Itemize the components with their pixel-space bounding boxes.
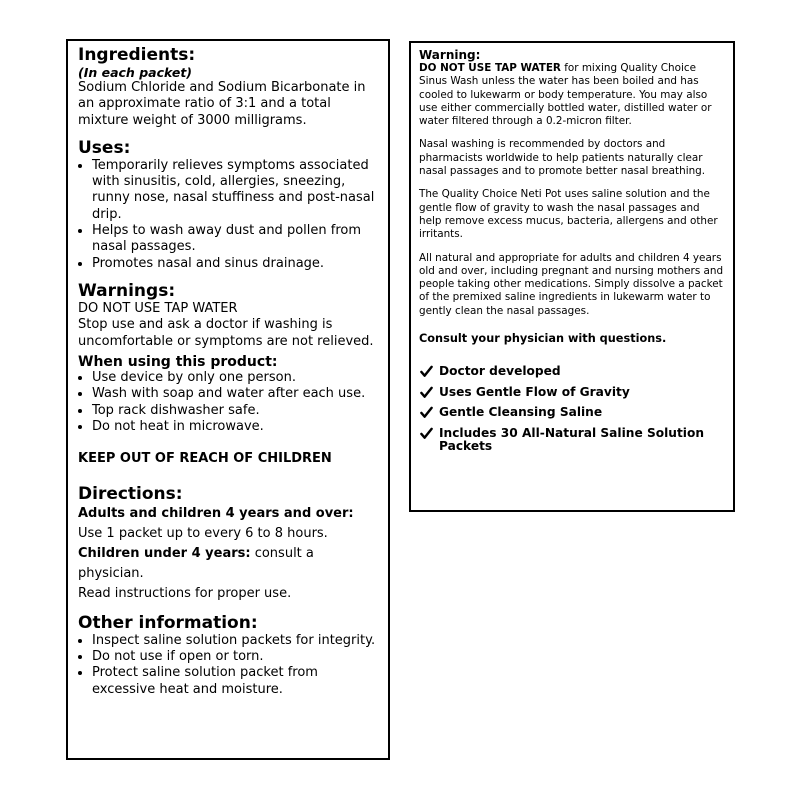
list-item: • Wash with soap and water after each use. [92,386,378,402]
check-item-label: Doctor developed [439,364,561,379]
uses-heading: Uses: [78,137,131,158]
directions-adults-text: Use 1 packet up to every 6 to 8 hours. [78,525,328,541]
list-item: • Helps to wash away dust and pollen from nasal passages. [92,223,378,256]
list-item: • Do not use if open or torn. [92,649,378,665]
directions-heading: Directions: [78,483,183,504]
ingredients-subheading: (In each packet) [78,65,193,80]
list-item: • Do not heat in microwave. [92,419,378,435]
warnings-text: Stop use and ask a doctor if washing is uncomfortable or symptoms are not relieved. [78,317,374,349]
list-item: • Use device by only one person. [92,370,378,386]
when-using-list [78,370,378,435]
other-information-list [78,633,378,698]
directions-read-text: Read instructions for proper use. [78,585,292,601]
list-item: • Temporarily relieves symptoms associated with sinusitis, cold, allergies, sneezing, runny nose, nasal stuffiness and post-nasal drip. [92,158,378,223]
directions-children-label: Children under 4 years: [78,545,251,561]
list-item: • Promotes nasal and sinus drainage. [92,256,378,272]
all-natural-paragraph: All natural and appropriate for adults and children 4 years old and over, including pregnant and nursing mothers and people taking other medications. Simply dissolve a packet of the premixed saline ingredients in lukewarm water to gently clean the nasal passages. [419,251,724,317]
check-item [419,406,725,420]
consult-physician: Consult your physician with questions. [419,332,667,346]
warning-info-panel [409,41,735,512]
checkmark-icon [420,406,433,419]
other-information-heading: Other information: [78,612,258,633]
nasal-washing-paragraph: Nasal washing is recommended by doctors and pharmacists worldwide to help patients naturally clear nasal passages and to promote better nasal breathing. [419,138,706,178]
directions-children [78,544,378,584]
warning-text: for mixing Quality Choice Sinus Wash unless the water has been boiled and has cooled to lukewarm or body temperature. You may also use either commercially bottled water, distilled water or water filtered through a 0.2-micron filter. [419,62,712,128]
checkmark-icon [420,365,433,378]
when-using-heading: When using this product: [78,353,278,370]
ingredients-heading: Ingredients: [78,45,196,65]
warning-tap-water: DO NOT USE TAP WATER [419,62,561,74]
neti-pot-paragraph: The Quality Choice Neti Pot uses saline solution and the gentle flow of gravity to wash the nasal passages and help remove excess mucus, bacteria, allergens and other irritants. [419,188,718,241]
keep-out-of-reach: KEEP OUT OF REACH OF CHILDREN [78,451,332,467]
list-item: • Top rack dishwasher safe. [92,403,378,419]
list-item: • Inspect saline solution packets for integrity. [92,633,378,649]
checkmark-icon [420,427,433,440]
directions-children-text: consult a physician. [78,545,314,581]
warning-paragraph [419,62,725,128]
warning-heading: Warning: [419,48,481,62]
directions-adults-label: Adults and children 4 years and over: [78,505,354,521]
ingredients-text: Sodium Chloride and Sodium Bicarbonate in an approximate ratio of 3:1 and a total mixture weight of 3000 milligrams. [78,80,366,128]
list-item: • Protect saline solution packet from excessive heat and moisture. [92,665,378,698]
check-item-label: Uses Gentle Flow of Gravity [439,384,630,399]
check-item-label: Gentle Cleansing Saline [439,405,603,420]
check-item [419,365,725,379]
check-item-label: Includes 30 All-Natural Saline Solution Packets [439,425,705,454]
warnings-tap-water: DO NOT USE TAP WATER [78,300,238,316]
uses-list [78,158,378,272]
checkmark-icon [420,386,433,399]
warnings-heading: Warnings: [78,280,176,301]
check-item [419,427,725,454]
check-item [419,386,725,400]
drug-facts-panel [66,39,390,760]
